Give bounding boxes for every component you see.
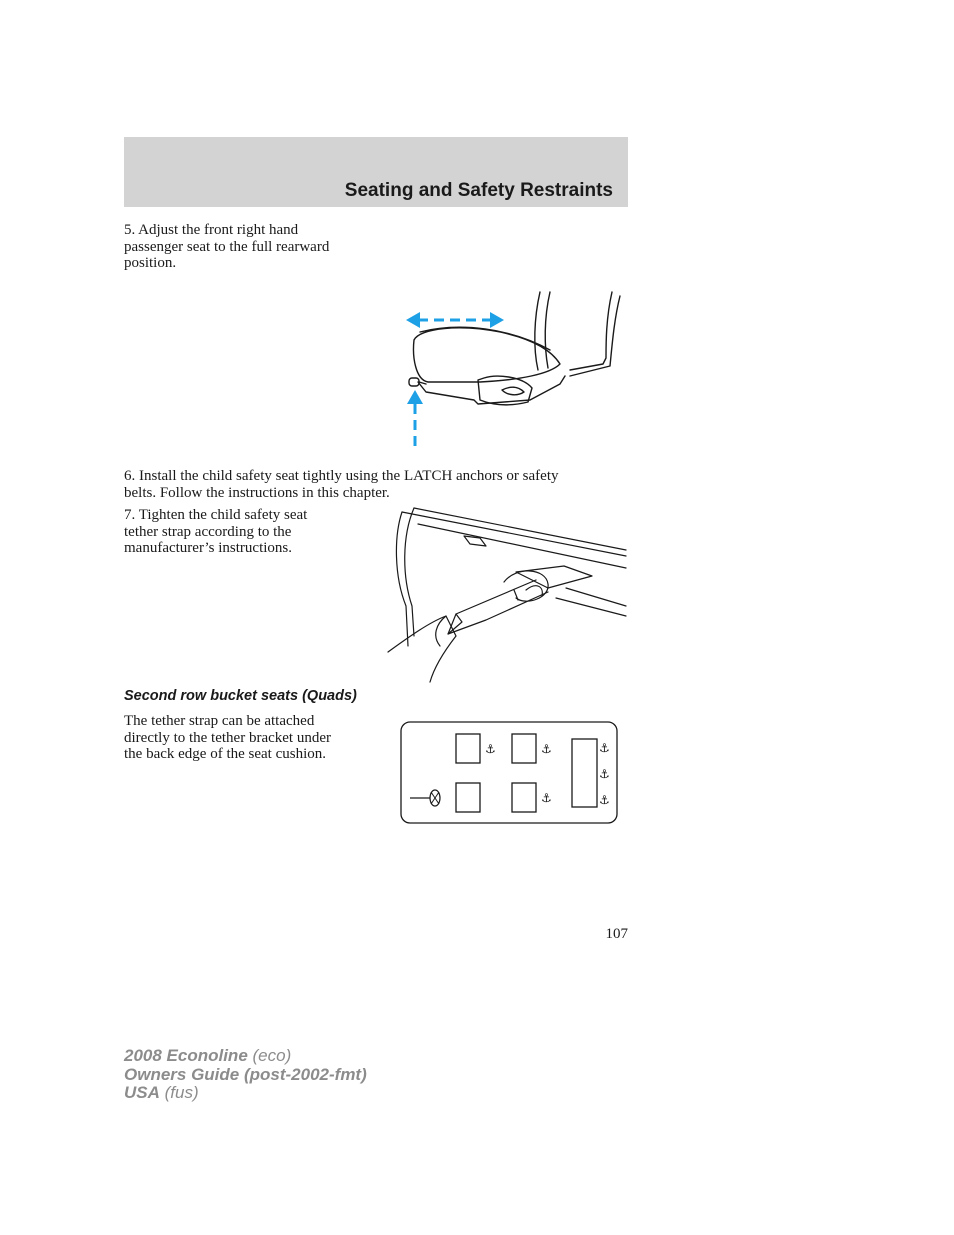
seat-row1-right (512, 734, 536, 763)
seat-cushion-outline (414, 328, 560, 382)
step-7-line: manufacturer’s instructions. (124, 540, 293, 556)
anchor-icon: ⚓ (485, 742, 496, 756)
footer-model: 2008 Econoline (124, 1046, 248, 1065)
footer-market: USA (124, 1083, 160, 1102)
seat-adjust-illustration (400, 288, 630, 458)
section-body-line: directly to the tether bracket under (124, 729, 331, 746)
step-6-line: belts. Follow the instructions in this chapter. (124, 484, 390, 501)
step-6-text (124, 468, 559, 501)
tether-hook (504, 571, 548, 601)
footer-line-2 (124, 1066, 367, 1085)
step-7-line: tether strap according to the (124, 523, 292, 540)
anchor-icon: ⚓ (599, 767, 610, 781)
footer-market-code: (fus) (164, 1083, 199, 1102)
step-5-line: position. (124, 255, 177, 271)
anchor-icon: ⚓ (599, 793, 610, 807)
tether-strap-illustration (386, 506, 630, 686)
step-6-line: 6. Install the child safety seat tightly using the LATCH anchors or safety (124, 468, 559, 484)
footer-model-code: (eco) (252, 1046, 292, 1065)
step-7-line: 7. Tighten the child safety seat (124, 507, 308, 523)
tether-bracket (516, 566, 592, 588)
section-body-line: The tether strap can be attached (124, 713, 315, 729)
anchor-icon: ⚓ (541, 791, 552, 805)
seat-driver (456, 783, 480, 812)
anchor-icon: ⚓ (599, 741, 610, 755)
section-header-band (124, 137, 628, 207)
rear-bench-seat (572, 739, 597, 807)
document-footer (124, 1047, 367, 1103)
step-5-line: 5. Adjust the front right hand (124, 222, 299, 238)
step-5-line: passenger seat to the full rearward (124, 238, 330, 255)
page-number: 107 (605, 926, 628, 942)
footer-guide: Owners Guide (post-2002-fmt) (124, 1064, 367, 1084)
anchor-icon: ⚓ (541, 742, 552, 756)
section-heading: Second row bucket seats (Quads) (124, 688, 357, 704)
section-body-line: the back edge of the seat cushion. (124, 746, 327, 762)
footer-line-1 (124, 1047, 367, 1066)
section-title: Seating and Safety Restraints (344, 180, 613, 201)
step-7-text (124, 507, 307, 557)
step-5-text (124, 222, 329, 272)
seat-back-outline (535, 292, 540, 370)
footer-line-3 (124, 1084, 367, 1103)
section-body-text (124, 713, 331, 763)
seat-passenger (512, 783, 536, 812)
seat-layout-diagram (400, 721, 618, 825)
seat-row1-left (456, 734, 480, 763)
